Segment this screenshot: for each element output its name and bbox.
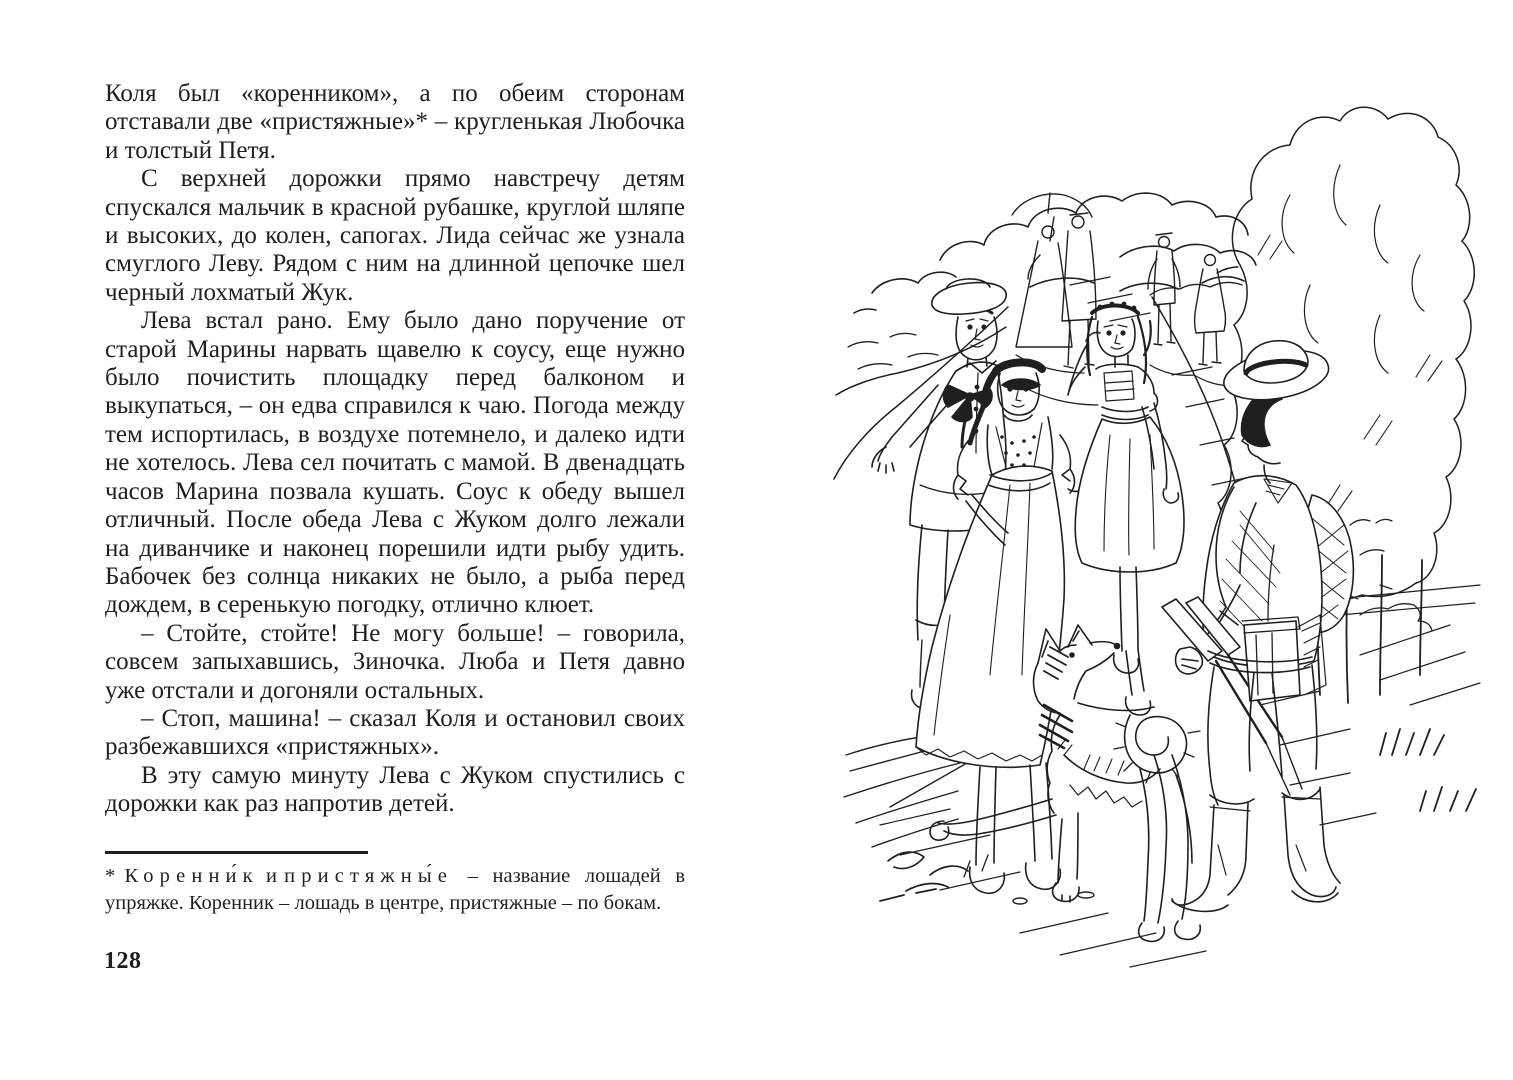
leg [1120,567,1138,651]
raised-front-leg [938,799,1056,835]
paragraph: Коля был «коренником», а по обеим сторонам отставали две «пристяжные»* – кругленькая Любочка и толстый Петя. [105,80,685,164]
paragraph: Лева встал рано. Ему было дано поручение от старой Марины нарвать щавелю к соусу, еще нужно было почистить площадку перед балконом и выкупаться, – он едва справился к чаю. Погода между тем испортилась, в воздухе потемнело, и далеко идти не хотелось. Лева сел почитать с мамой. В двенадцать часов Марина позвала кушать. Соус к обеду вышел отличный. После обеда Лева с Жуком долго лежали на диванчике и наконец порешили идти рыбу удить. Бабочек без солнца никаких не было, а рыба перед дождем, в серенькую погодку, отлично клюет. [105,307,685,619]
ear [1068,625,1092,647]
book-illustration-figure [820,55,1485,985]
footnote-conjunction: и [265,865,277,887]
hind-leg [1172,755,1192,919]
clouds [848,193,1256,369]
hair [1241,395,1282,446]
footnote-marker: * [105,865,116,887]
hair-crown [996,362,1042,371]
footnote-text [105,863,685,917]
paw [1175,921,1201,939]
hand [1176,647,1203,674]
nose [1115,644,1120,649]
paragraph: С верхней дорожки прямо навстречу детям спускался мальчик в красной рубашке, круглой шляпе и высоких, до колен, сапогах. Лида сейчас же узнала смуглого Леву. Рядом с ним на длинной цепочке шел черный лохматый Жук. [105,165,685,306]
footnote [105,851,685,917]
shoe [1126,697,1151,715]
straw-hat-brim [932,283,1006,315]
footnote-term: Коренни́к [124,865,259,887]
body-text [105,80,685,819]
page-number: 128 [104,948,142,974]
belly-fur [1070,785,1142,807]
boot-left [1172,803,1248,911]
ink-drawing [820,55,1485,985]
paragraph: В эту самую минуту Лева с Жуком спустились с дорожки как раз напротив детей. [105,761,685,818]
paw [1139,923,1165,941]
bodice-panel [1104,371,1134,401]
paragraph: – Стоп, машина! – сказал Коля и остановил своих разбежавшихся «пристяжных». [105,704,685,761]
raised-arm [1068,332,1100,395]
collar [1004,415,1032,421]
shoulders [1096,364,1138,369]
boy-lev [1162,341,1353,912]
footnote-rule [105,851,368,854]
shoe [970,867,1005,893]
footnote-definition: – название лошадей в упряжке. Коренник – лошадь в центре, пристяжные – по бокам. [105,865,685,914]
paw [1053,883,1079,902]
paragraph: – Стойте, стойте! Не могу больше! – говорила, совсем запыхавшись, Зиночка. Люба и Петя давно уже отстали и догоняли остальных. [105,619,685,704]
sash [1102,407,1148,420]
adults-background [1012,193,1096,368]
eye [1070,653,1074,657]
children-background [1148,233,1238,365]
boot-right [1284,787,1340,902]
sleeve [1060,435,1075,493]
footnote-term: пристяжны́е [284,865,454,887]
